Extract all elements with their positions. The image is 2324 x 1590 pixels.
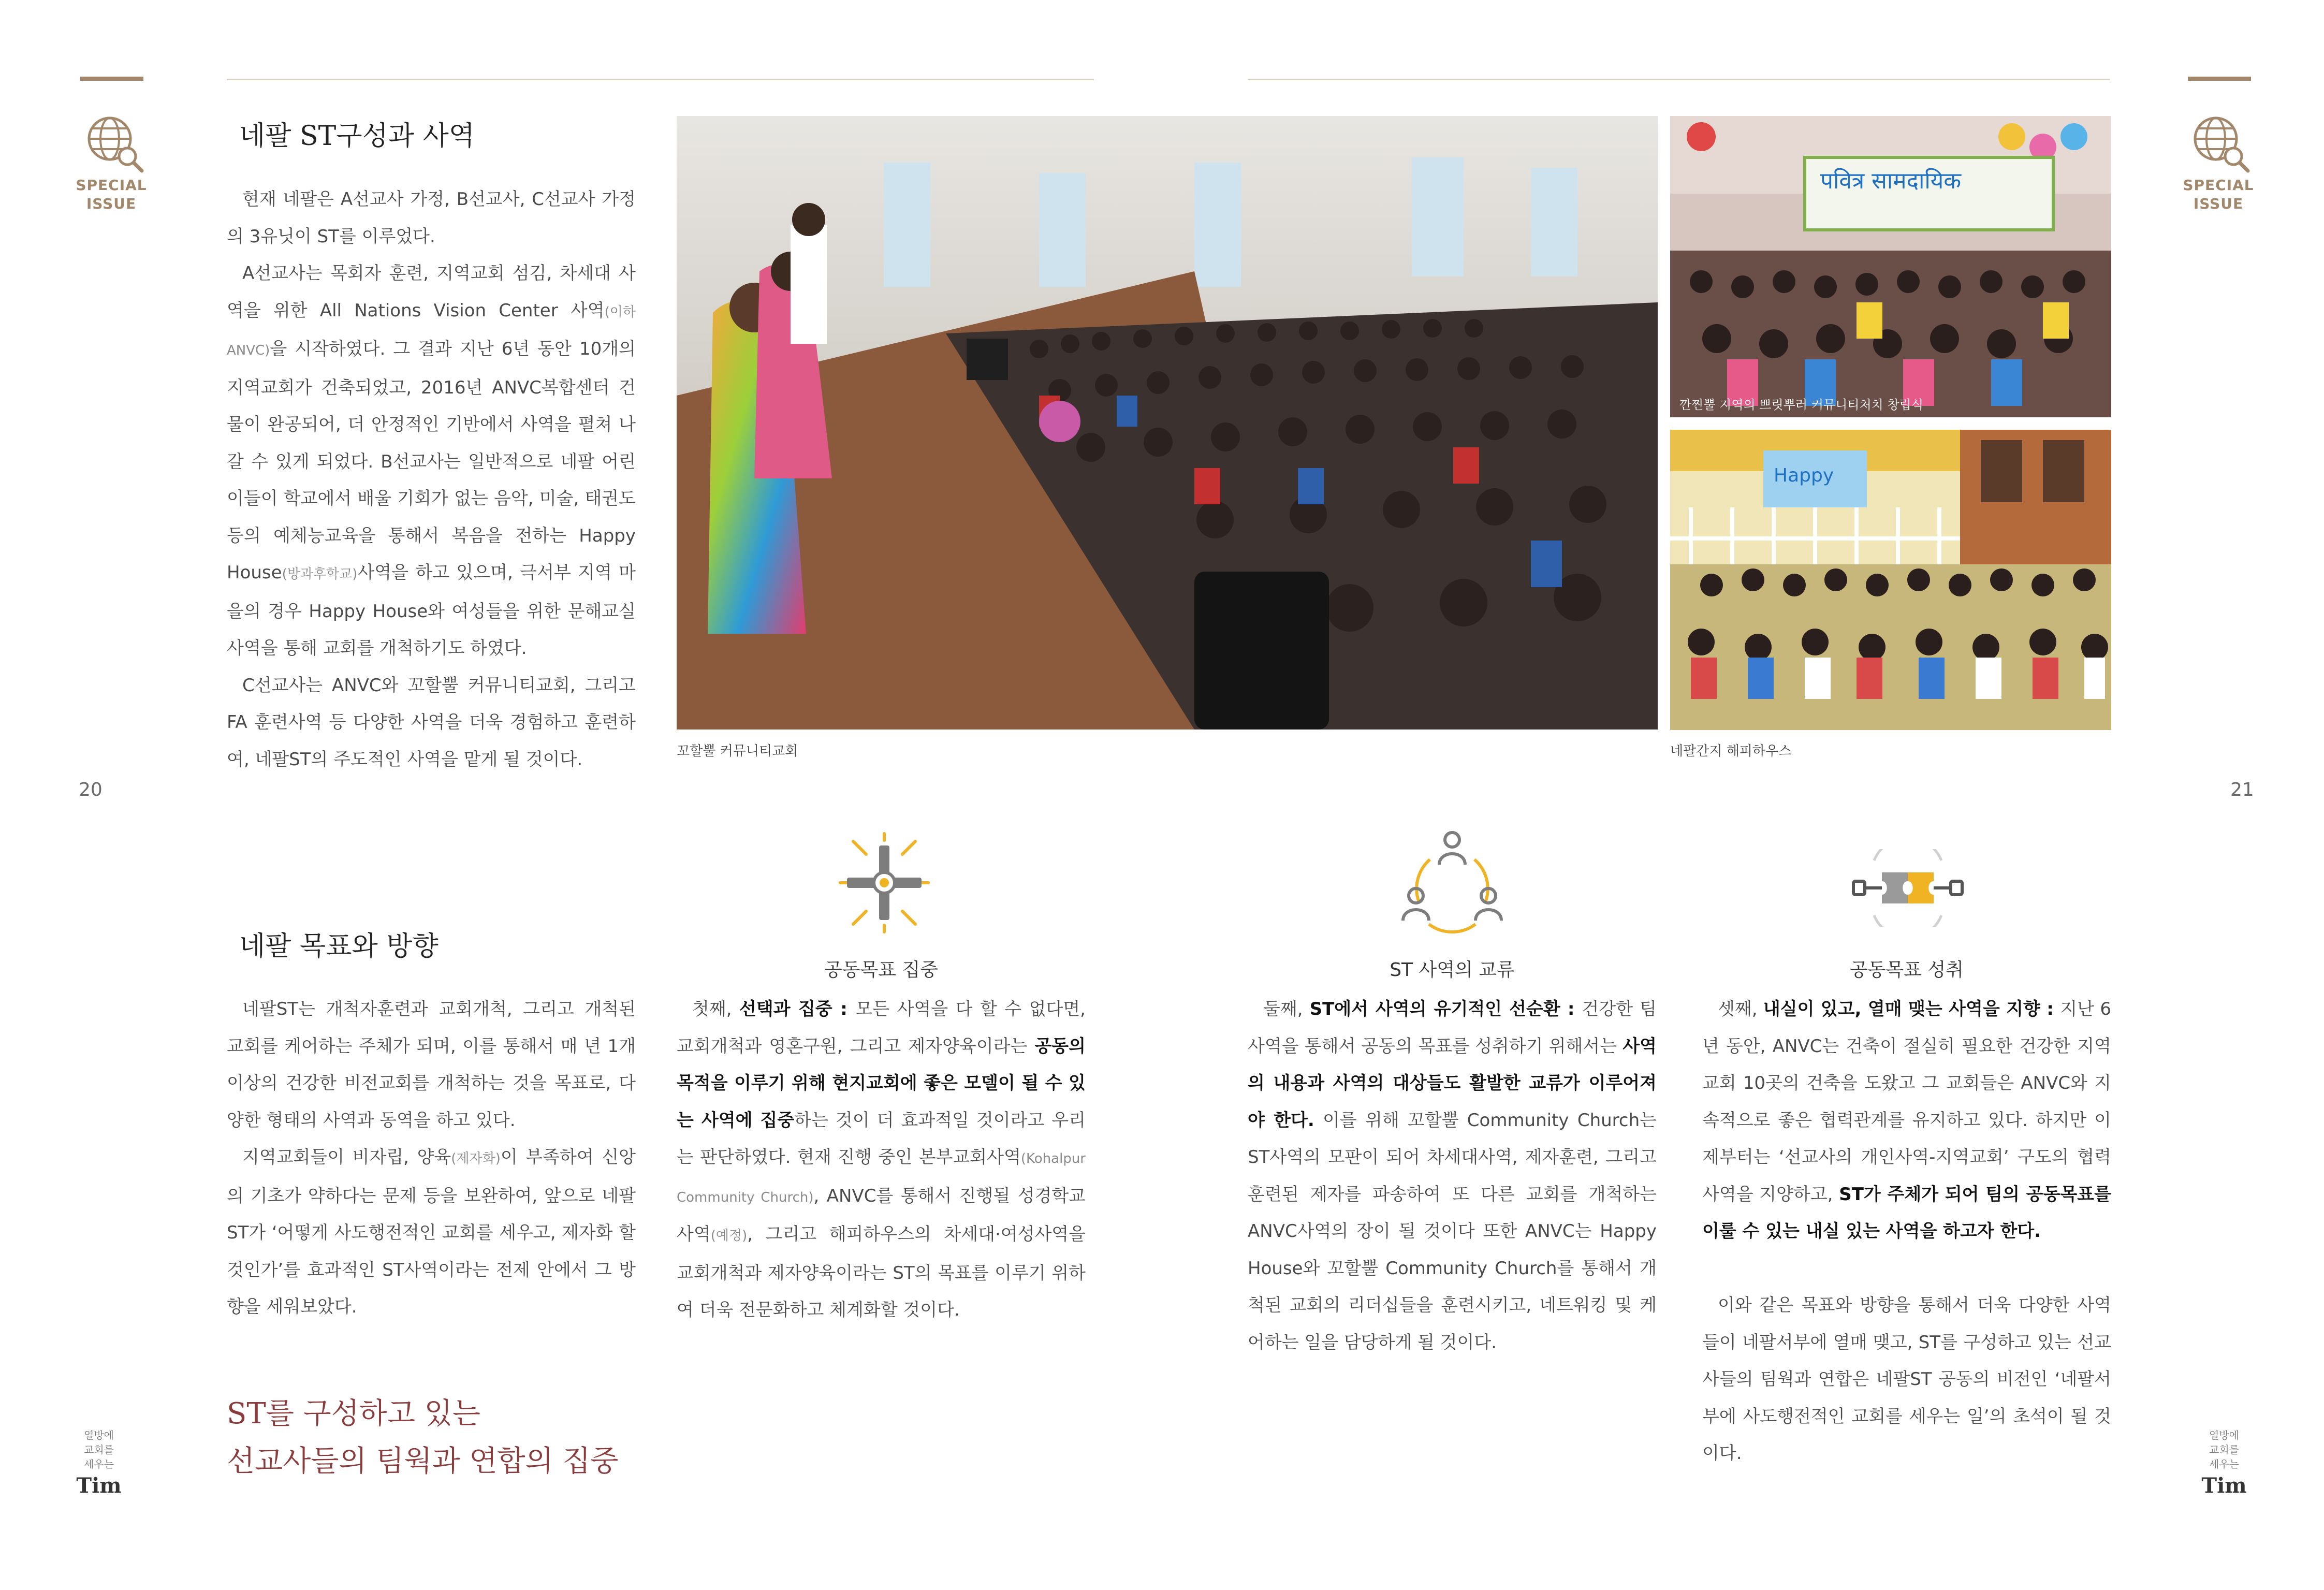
pull-quote: ST를 구성하고 있는 선교사들의 팀웍과 연합의 집중 [227,1397,619,1478]
footer-tagline-left: 열방에 교회를 세우는 [84,1429,114,1470]
cross-arrows-icon [835,831,933,935]
section2-paragraph: 네팔ST는 개척자훈련과 교회개척, 그리고 개척된 교회를 케어하는 주체가 되며, 이를 통해서 매 년 1개 이상의 건강한 비전교회를 개척하는 것을 목표로, 다양한 형태의 사역과 동역을 하고 있다. [227,999,636,1131]
left-accent-bar [80,77,143,81]
section2-paragraph: 지역교회들이 비자립, 양육(제자화)이 부족하여 신앙의 기초가 약하다는 문제 등을 보완하여, 앞으로 네팔ST가 ‘어떻게 사도행전적인 교회를 세우고, 제자화 할 것인가’를 효과적인 ST사역이라는 전제 안에서 그 방향을 세워보았다. [227,1147,636,1317]
photo-kohalpur-church [677,116,1658,730]
column1-title: 공동목표 집중 [824,959,939,981]
people-cycle-icon [1398,828,1507,935]
caption-top-right-photo: 깐찐뿔 지역의 쁘릿뿌러 커뮤니티처치 창립식 [1679,398,1924,412]
caption-main-photo: 꼬할뿔 커뮤니티교회 [677,743,798,759]
top-rule-left [227,79,1094,80]
right-accent-bar [2188,77,2251,81]
photo-community-church-opening [1670,116,2111,417]
footer-tagline-right: 열방에 교회를 세우는 [2209,1429,2239,1470]
page-number-left: 20 [79,779,103,800]
special-issue-label-right: SPECIAL ISSUE [2183,177,2254,212]
globe-search-icon [2186,109,2253,176]
column1-paragraph: 첫째, 선택과 집중 : 모든 사역을 다 할 수 없다면, 교회개척과 영혼구원, 그리고 제자양육이라는 공동의 목적을 이루기 위해 현지교회에 좋은 모델이 될 수 있는 사역에 집중하는 것이 더 효과적일 것이라고 우리는 판단하였다. 현재 진행 중인 본부교회사역(Kohalpur Community Church), ANVC를 통해서 진행될 성경학교사역(예정), 그리고 해피하우스의 차세대·여성사역을 교회개척과 제자양육이라는 ST의 목표를 이루기 위하여 더욱 전문화하고 체계화할 것이다. [677,999,1086,1320]
column1-body [677,991,1086,1329]
section2-title: 네팔 목표와 방향 [239,931,439,962]
column2-paragraph: 둘째, ST에서 사역의 유기적인 선순환 : 건강한 팀사역을 통해서 공동의 목표를 성취하기 위해서는 사역의 내용과 사역의 대상들도 활발한 교류가 이루어져야 한다. 이를 위해 꼬할뿔 Community Church는 ST사역의 모판이 되어 차세대사역, 제자훈련, 그리고 훈련된 제자를 파송하여 또 다른 교회를 개척하는 ANVC사역의 장이 될 것이다 또한 ANVC는 Happy House와 꼬할뿔 Community Church를 통해서 개척된 교회의 리더십들을 훈련시키고, 네트워킹 및 케어하는 일을 담당하게 될 것이다. [1248,999,1657,1353]
section1-title: 네팔 ST구성과 사역 [239,121,475,152]
special-issue-label-left: SPECIAL ISSUE [76,177,147,212]
happy-sign-text: Happy [1774,465,1834,486]
column2-title: ST 사역의 교류 [1390,959,1515,981]
section1-paragraph: C선교사는 ANVC와 꼬할뿔 커뮤니티교회, 그리고 FA 훈련사역 등 다양한 사역을 더욱 경험하고 훈련하여, 네팔ST의 주도적인 사역을 맡게 될 것이다. [227,675,636,770]
photo-happy-house [1670,430,2111,730]
footer-logo-left: Tim [76,1474,122,1498]
column3-body [1702,991,2111,1472]
puzzle-connect-icon [1843,849,1972,927]
page-number-right: 21 [2230,779,2254,800]
section2-body [227,991,636,1326]
footer-logo-right: Tim [2201,1474,2247,1498]
column3-title: 공동목표 성취 [1849,959,1964,981]
banner-text: पवित्र सामदायिक [1820,168,1962,194]
section1-paragraph: 현재 네팔은 A선교사 가정, B선교사, C선교사 가정의 3유닛이 ST를 이루었다. [227,189,636,247]
globe-search-icon [80,109,147,176]
section1-body [227,181,636,778]
top-rule-right [1248,79,2110,80]
caption-bottom-right-photo: 네팔간지 해피하우스 [1670,743,1792,759]
section1-paragraph: A선교사는 목회자 훈련, 지역교회 섬김, 차세대 사역을 위한 All Nations Vision Center 사역(이하 ANVC)을 시작하였다. 그 결과 지난 6년 동안 10개의 지역교회가 건축되었고, 2016년 ANVC복합센터 건물이 완공되어, 더 안정적인 기반에서 사역을 펼쳐 나갈 수 있게 되었다. B선교사는 일반적으로 네팔 어린이들이 학교에서 배울 기회가 없는 음악, 미술, 태권도 등의 예체능교육을 통해서 복음을 전하는 Happy House(방과후학교)사역을 하고 있으며, 극서부 지역 마을의 경우 Happy House와 여성들을 위한 문해교실 사역을 통해 교회를 개척하기도 하였다. [227,263,636,659]
column3-paragraph: 셋째, 내실이 있고, 열매 맺는 사역을 지향 : 지난 6년 동안, ANVC는 건축이 절실히 필요한 건강한 지역교회 10곳의 건축을 도왔고 그 교회들은 ANVC와 지속적으로 좋은 협력관계를 유지하고 있다. 하지만 이제부터는 ‘선교사의 개인사역-지역교회’ 구도의 협력사역을 지양하고, ST가 주체가 되어 팀의 공동목표를 이룰 수 있는 내실 있는 사역을 하고자 한다. [1702,999,2111,1242]
column3-closing-paragraph: 이와 같은 목표와 방향을 통해서 더욱 다양한 사역들이 네팔서부에 열매 맺고, ST를 구성하고 있는 선교사들의 팀웍과 연합은 네팔ST 공동의 비전인 ‘네팔서부에 사도행전적인 교회를 세우는 일’의 초석이 될 것이다. [1702,1295,2111,1464]
column2-body [1248,991,1657,1361]
